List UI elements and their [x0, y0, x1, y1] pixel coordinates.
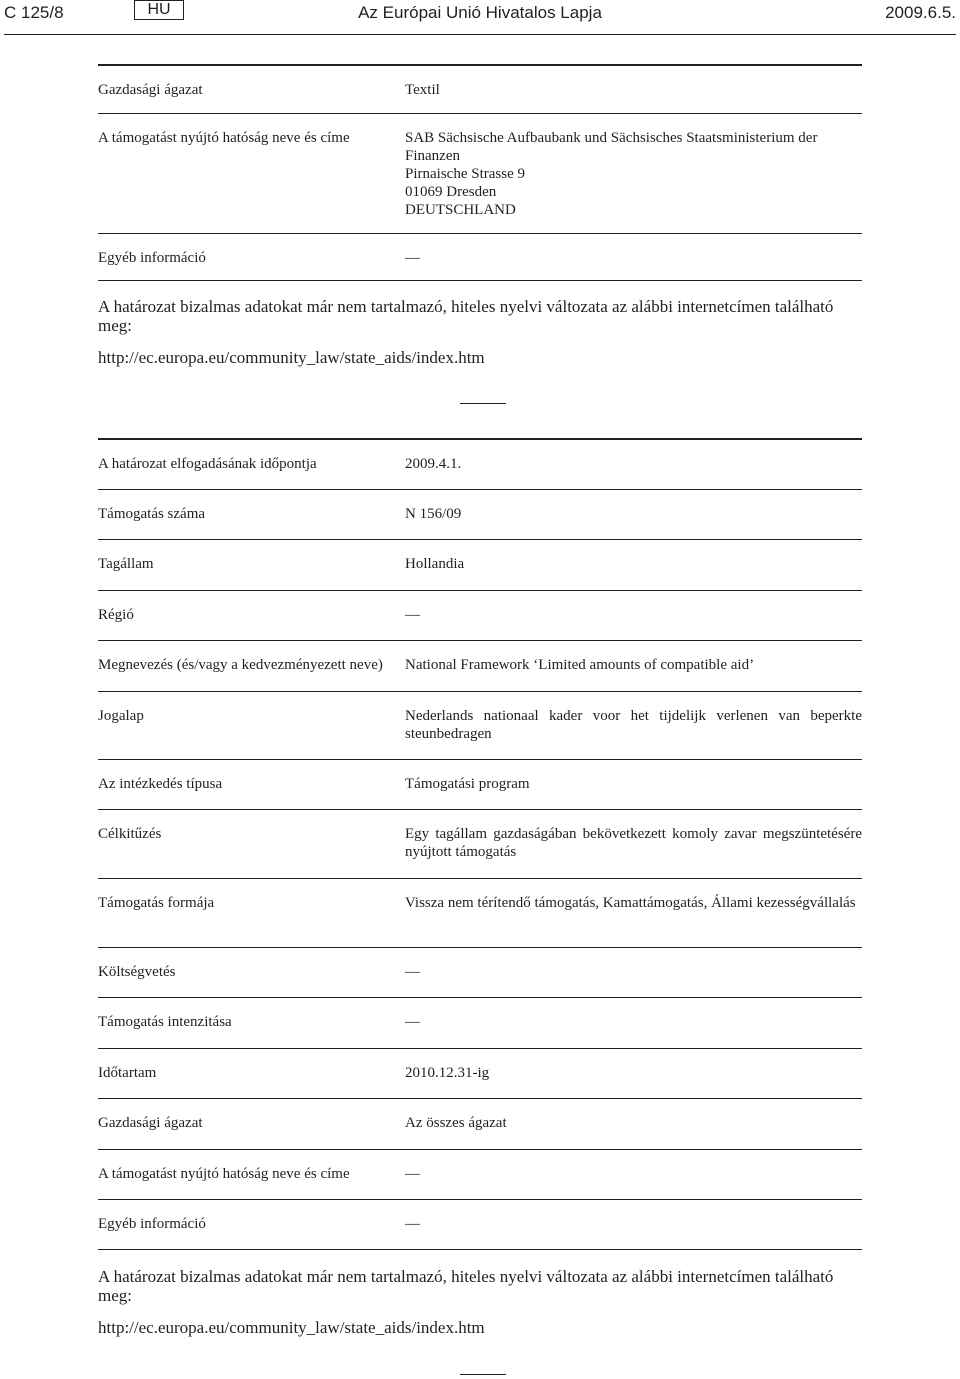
row-value: N 156/09 [405, 506, 462, 522]
table-row [98, 691, 862, 759]
row-label: Támogatás formája [98, 895, 215, 911]
table-row [98, 590, 862, 640]
row-label: Megnevezés (és/vagy a kedvezményezett neve) [98, 657, 383, 673]
address-line: SAB Sächsische Aufbaubank und Sächsisches Staatsministerium der Finanzen [405, 130, 818, 164]
row-label: Gazdasági ágazat [98, 1115, 203, 1131]
row-label: A támogatást nyújtó hatóság neve és címe [98, 130, 350, 146]
address-line: Pirnaische Strasse 9 [405, 166, 525, 182]
address-line: DEUTSCHLAND [405, 202, 516, 218]
note-paragraph: A határozat bizalmas adatokat már nem tartalmazó, hiteles nyelvi változata az alábbi internetcímen található meg: [98, 297, 834, 335]
row-label: Jogalap [98, 708, 144, 724]
table-row [98, 1048, 862, 1098]
row-label: Támogatás száma [98, 506, 206, 522]
row-value: Nederlands nationaal kader voor het tijdelijk verlenen van beperkte steunbedragen [405, 708, 862, 742]
row-label: Az intézkedés típusa [98, 776, 223, 792]
table-row [98, 878, 862, 947]
table-row [98, 947, 862, 997]
table-row [98, 640, 862, 691]
table-row [98, 113, 862, 233]
row-label: Időtartam [98, 1065, 157, 1081]
url-link[interactable]: http://ec.europa.eu/community_law/state_aids/index.htm [98, 1318, 485, 1337]
row-value: — [405, 1166, 420, 1182]
separator-rule [460, 1374, 506, 1375]
row-value [405, 114, 862, 219]
aid-table-2 [98, 438, 862, 1250]
page-header [0, 0, 960, 40]
row-label: Célkitűzés [98, 826, 162, 842]
journal-title: Az Európai Unió Hivatalos Lapja [358, 3, 602, 22]
row-value: — [405, 1216, 420, 1232]
separator-rule [460, 403, 506, 404]
language-code-box: HU [134, 0, 184, 20]
table-row [98, 1199, 862, 1250]
table-row [98, 539, 862, 590]
row-value: National Framework ‘Limited amounts of compatible aid’ [405, 657, 755, 673]
row-value: Vissza nem térítendő támogatás, Kamattámogatás, Állami kezességvállalás [405, 895, 856, 911]
row-label: Egyéb információ [98, 250, 206, 266]
row-label: A határozat elfogadásának időpontja [98, 456, 317, 472]
row-value: Az összes ágazat [405, 1115, 507, 1131]
table-row [98, 997, 862, 1048]
row-label: Költségvetés [98, 964, 176, 980]
note-paragraph: A határozat bizalmas adatokat már nem tartalmazó, hiteles nyelvi változata az alábbi internetcímen található meg: [98, 1267, 834, 1305]
row-value: 2009.4.1. [405, 456, 462, 472]
table-row [98, 809, 862, 878]
publication-date: 2009.6.5. [885, 3, 956, 22]
row-value: 2010.12.31-ig [405, 1065, 490, 1081]
url-link[interactable]: http://ec.europa.eu/community_law/state_aids/index.htm [98, 348, 485, 367]
row-label: A támogatást nyújtó hatóság neve és címe [98, 1166, 350, 1182]
row-value: — [405, 250, 420, 266]
table-row [98, 64, 862, 113]
table-row [98, 1098, 862, 1149]
table-row [98, 438, 862, 489]
row-label: Gazdasági ágazat [98, 82, 203, 98]
page-reference: C 125/8 [4, 3, 64, 22]
table-row [98, 489, 862, 539]
row-value: Támogatási program [405, 776, 530, 792]
aid-table-1 [98, 64, 862, 281]
table-row [98, 759, 862, 809]
row-value: Egy tagállam gazdaságában bekövetkezett komoly zavar megszüntetésére nyújtott támogatás [405, 826, 862, 860]
row-label: Egyéb információ [98, 1216, 206, 1232]
row-value: — [405, 607, 420, 623]
row-value: — [405, 964, 420, 980]
table-row [98, 1149, 862, 1199]
row-value: — [405, 1014, 420, 1030]
row-value: Textil [405, 82, 440, 98]
row-label: Tagállam [98, 556, 154, 572]
header-rule [4, 34, 956, 35]
address-line: 01069 Dresden [405, 184, 497, 200]
table-row [98, 233, 862, 281]
row-label: Régió [98, 607, 134, 623]
row-label: Támogatás intenzitása [98, 1014, 232, 1030]
row-value: Hollandia [405, 556, 465, 572]
